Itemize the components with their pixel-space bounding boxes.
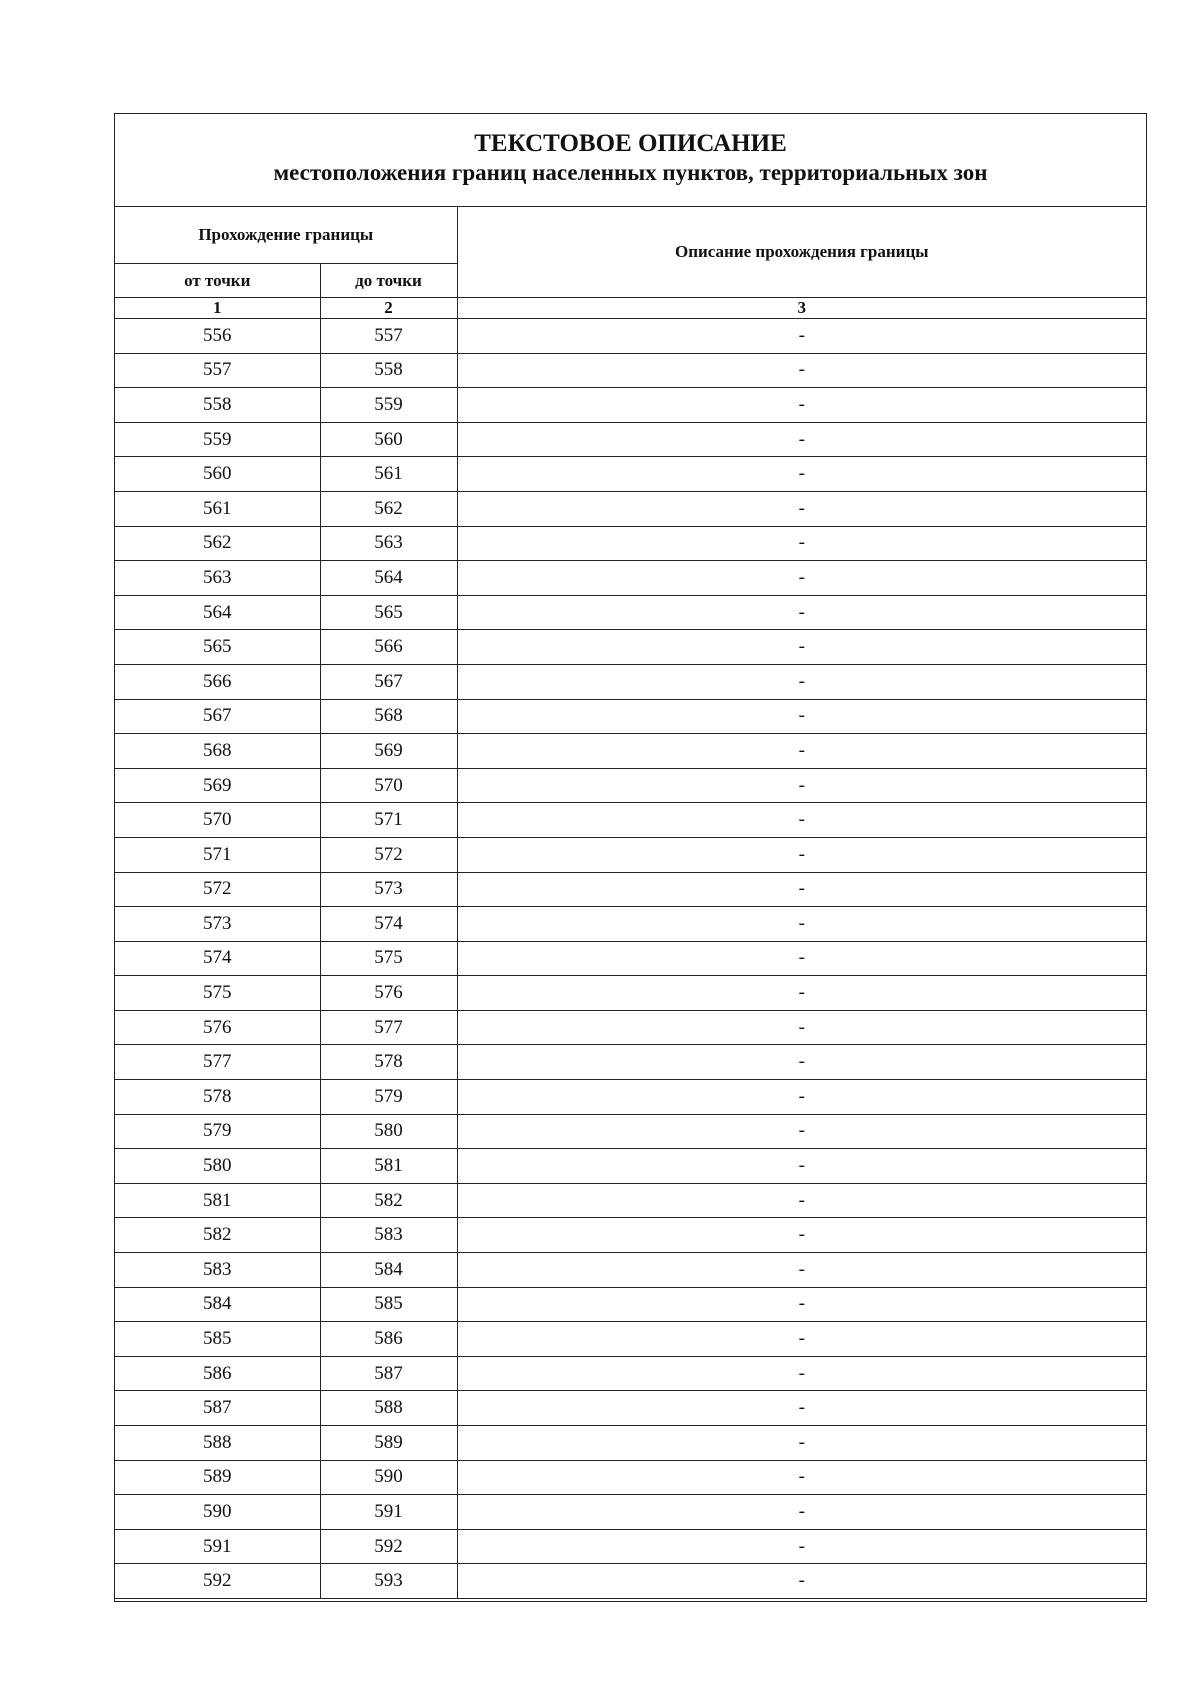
table-row (115, 1529, 1146, 1564)
description-cell: - (457, 630, 1146, 665)
from-point-cell: 578 (115, 1080, 320, 1115)
from-point-cell: 586 (115, 1356, 320, 1391)
description-cell: - (457, 1322, 1146, 1357)
header-description: Описание прохождения границы (457, 207, 1146, 298)
to-point-cell: 561 (320, 457, 457, 492)
from-point-cell: 583 (115, 1253, 320, 1288)
table-row (115, 941, 1146, 976)
boundary-table (115, 207, 1146, 1599)
table-row (115, 1391, 1146, 1426)
from-point-cell: 558 (115, 388, 320, 423)
document-subtitle: местоположения границ населенных пунктов, территориальных зон (273, 160, 988, 185)
from-point-cell: 568 (115, 734, 320, 769)
description-cell: - (457, 1356, 1146, 1391)
table-row (115, 319, 1146, 354)
table-row (115, 1183, 1146, 1218)
table-row (115, 1564, 1146, 1599)
table-row (115, 1322, 1146, 1357)
column-number: 2 (320, 298, 457, 319)
to-point-cell: 571 (320, 803, 457, 838)
description-cell: - (457, 319, 1146, 354)
description-cell: - (457, 1426, 1146, 1461)
table-row (115, 803, 1146, 838)
to-point-cell: 576 (320, 976, 457, 1011)
from-point-cell: 556 (115, 319, 320, 354)
to-point-cell: 566 (320, 630, 457, 665)
description-cell: - (457, 1114, 1146, 1149)
table-row (115, 1460, 1146, 1495)
table-row (115, 664, 1146, 699)
to-point-cell: 568 (320, 699, 457, 734)
from-point-cell: 563 (115, 561, 320, 596)
from-point-cell: 567 (115, 699, 320, 734)
description-cell: - (457, 1287, 1146, 1322)
from-point-cell: 588 (115, 1426, 320, 1461)
description-cell: - (457, 1253, 1146, 1288)
to-point-cell: 592 (320, 1529, 457, 1564)
from-point-cell: 579 (115, 1114, 320, 1149)
from-point-cell: 564 (115, 595, 320, 630)
header-from-point: от точки (115, 264, 320, 298)
from-point-cell: 591 (115, 1529, 320, 1564)
table-row (115, 1149, 1146, 1184)
table-row (115, 837, 1146, 872)
table-row (115, 1356, 1146, 1391)
description-cell: - (457, 837, 1146, 872)
from-point-cell: 574 (115, 941, 320, 976)
from-point-cell: 565 (115, 630, 320, 665)
from-point-cell: 573 (115, 907, 320, 942)
description-cell: - (457, 768, 1146, 803)
to-point-cell: 557 (320, 319, 457, 354)
description-cell: - (457, 803, 1146, 838)
description-cell: - (457, 1564, 1146, 1599)
description-cell: - (457, 526, 1146, 561)
table-row (115, 422, 1146, 457)
from-point-cell: 577 (115, 1045, 320, 1080)
table-row (115, 1218, 1146, 1253)
table-row (115, 630, 1146, 665)
description-cell: - (457, 699, 1146, 734)
from-point-cell: 560 (115, 457, 320, 492)
table-row (115, 595, 1146, 630)
table-row (115, 768, 1146, 803)
to-point-cell: 583 (320, 1218, 457, 1253)
table-row (115, 1287, 1146, 1322)
table-row (115, 388, 1146, 423)
description-cell: - (457, 388, 1146, 423)
from-point-cell: 576 (115, 1010, 320, 1045)
header-to-point: до точки (320, 264, 457, 298)
description-cell: - (457, 422, 1146, 457)
description-cell: - (457, 353, 1146, 388)
to-point-cell: 584 (320, 1253, 457, 1288)
description-cell: - (457, 1183, 1146, 1218)
to-point-cell: 586 (320, 1322, 457, 1357)
to-point-cell: 590 (320, 1460, 457, 1495)
boundary-description-document (114, 113, 1147, 1602)
to-point-cell: 588 (320, 1391, 457, 1426)
table-row (115, 561, 1146, 596)
description-cell: - (457, 1460, 1146, 1495)
description-cell: - (457, 1218, 1146, 1253)
document-title: ТЕКСТОВОЕ ОПИСАНИЕ (474, 130, 787, 157)
table-row (115, 699, 1146, 734)
from-point-cell: 559 (115, 422, 320, 457)
description-cell: - (457, 976, 1146, 1011)
to-point-cell: 577 (320, 1010, 457, 1045)
to-point-cell: 559 (320, 388, 457, 423)
description-cell: - (457, 1495, 1146, 1530)
from-point-cell: 580 (115, 1149, 320, 1184)
table-row (115, 1253, 1146, 1288)
to-point-cell: 564 (320, 561, 457, 596)
description-cell: - (457, 734, 1146, 769)
to-point-cell: 567 (320, 664, 457, 699)
to-point-cell: 593 (320, 1564, 457, 1599)
table-row (115, 976, 1146, 1011)
to-point-cell: 578 (320, 1045, 457, 1080)
to-point-cell: 585 (320, 1287, 457, 1322)
column-number: 1 (115, 298, 320, 319)
table-row (115, 491, 1146, 526)
from-point-cell: 566 (115, 664, 320, 699)
from-point-cell: 562 (115, 526, 320, 561)
table-row (115, 1010, 1146, 1045)
table-row (115, 907, 1146, 942)
to-point-cell: 574 (320, 907, 457, 942)
from-point-cell: 585 (115, 1322, 320, 1357)
title-block (115, 114, 1146, 207)
description-cell: - (457, 1391, 1146, 1426)
from-point-cell: 592 (115, 1564, 320, 1599)
from-point-cell: 571 (115, 837, 320, 872)
to-point-cell: 573 (320, 872, 457, 907)
to-point-cell: 570 (320, 768, 457, 803)
description-cell: - (457, 595, 1146, 630)
description-cell: - (457, 1149, 1146, 1184)
table-row (115, 1426, 1146, 1461)
header-boundary-passage: Прохождение границы (115, 207, 457, 264)
to-point-cell: 580 (320, 1114, 457, 1149)
from-point-cell: 572 (115, 872, 320, 907)
description-cell: - (457, 1010, 1146, 1045)
from-point-cell: 569 (115, 768, 320, 803)
to-point-cell: 563 (320, 526, 457, 561)
to-point-cell: 558 (320, 353, 457, 388)
to-point-cell: 560 (320, 422, 457, 457)
description-cell: - (457, 1045, 1146, 1080)
description-cell: - (457, 664, 1146, 699)
from-point-cell: 557 (115, 353, 320, 388)
from-point-cell: 590 (115, 1495, 320, 1530)
description-cell: - (457, 1529, 1146, 1564)
to-point-cell: 579 (320, 1080, 457, 1115)
description-cell: - (457, 491, 1146, 526)
description-cell: - (457, 457, 1146, 492)
column-number: 3 (457, 298, 1146, 319)
to-point-cell: 582 (320, 1183, 457, 1218)
to-point-cell: 591 (320, 1495, 457, 1530)
table-row (115, 526, 1146, 561)
from-point-cell: 570 (115, 803, 320, 838)
from-point-cell: 584 (115, 1287, 320, 1322)
from-point-cell: 582 (115, 1218, 320, 1253)
description-cell: - (457, 941, 1146, 976)
from-point-cell: 581 (115, 1183, 320, 1218)
to-point-cell: 565 (320, 595, 457, 630)
to-point-cell: 562 (320, 491, 457, 526)
table-row (115, 457, 1146, 492)
to-point-cell: 572 (320, 837, 457, 872)
description-cell: - (457, 561, 1146, 596)
from-point-cell: 561 (115, 491, 320, 526)
description-cell: - (457, 872, 1146, 907)
from-point-cell: 587 (115, 1391, 320, 1426)
description-cell: - (457, 1080, 1146, 1115)
description-cell: - (457, 907, 1146, 942)
table-row (115, 1495, 1146, 1530)
table-row (115, 1045, 1146, 1080)
table-body (115, 319, 1146, 1599)
table-row (115, 1114, 1146, 1149)
to-point-cell: 589 (320, 1426, 457, 1461)
to-point-cell: 575 (320, 941, 457, 976)
table-row (115, 872, 1146, 907)
table-row (115, 734, 1146, 769)
from-point-cell: 589 (115, 1460, 320, 1495)
to-point-cell: 587 (320, 1356, 457, 1391)
to-point-cell: 569 (320, 734, 457, 769)
table-row (115, 353, 1146, 388)
from-point-cell: 575 (115, 976, 320, 1011)
to-point-cell: 581 (320, 1149, 457, 1184)
table-row (115, 1080, 1146, 1115)
